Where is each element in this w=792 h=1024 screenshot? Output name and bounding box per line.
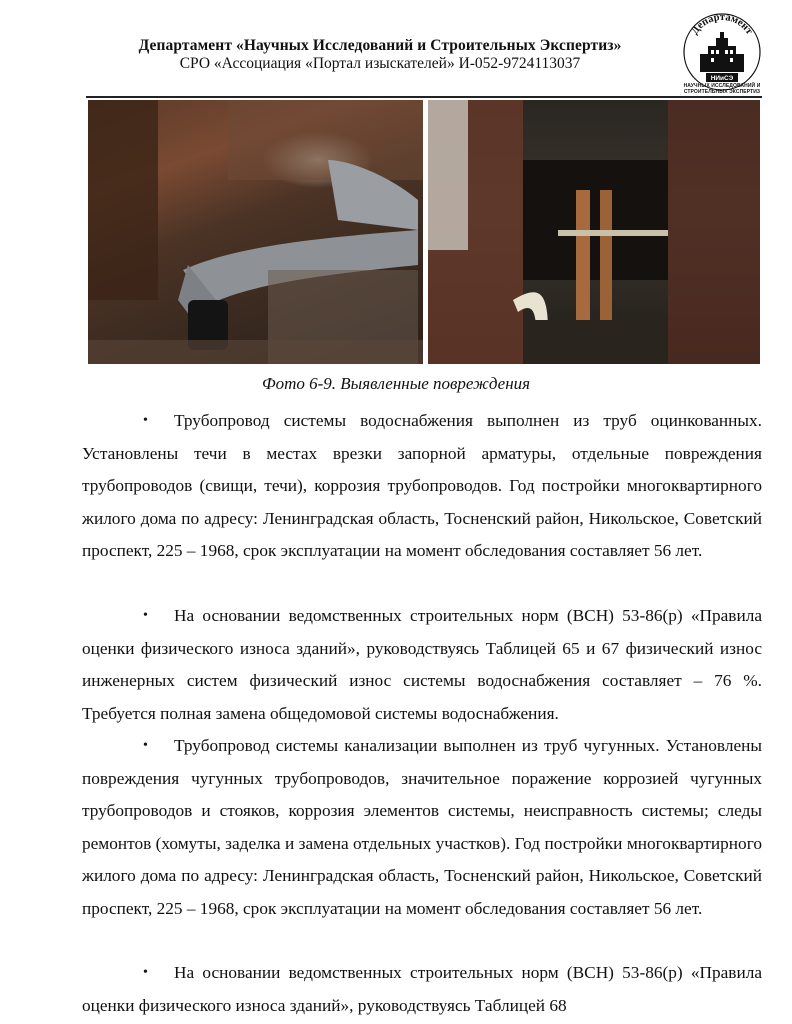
- department-logo: [680, 10, 764, 94]
- paragraph-sewer-wear: На основании ведомственных строительных норм (ВСН) 53-86(р) «Правила оценки физического износа зданий», руководствуясь Таблицей 68: [82, 963, 762, 1015]
- logo-caption: НАУЧНЫХ ИССЛЕДОВАНИЙ И СТРОИТЕЛЬНЫХ ЭКСПЕРТИЗ: [683, 83, 761, 95]
- bullet-marker: •: [143, 738, 148, 753]
- sro-registration: СРО «Ассоциация «Портал изыскателей» И-052-9724113037: [179, 55, 581, 72]
- bullet-marker: •: [143, 413, 148, 428]
- photo-basement-pipes-right: [428, 100, 760, 364]
- document-header: [0, 0, 792, 100]
- photo-basement-pipes-left: [88, 100, 423, 364]
- bullet-marker: •: [143, 608, 148, 623]
- paragraph-water-supply-pipeline: Трубопровод системы водоснабжения выполнен из труб оцинкованных. Установлены течи в местах врезки запорной арматуры, отдельные повреждения трубопроводов (свищи, течи), коррозия трубопроводов. Год постройки многоквартирного жилого дома по адресу: Ленинградская область, Тосненский район, Никольское, Советский проспект, 225 – 1968, срок эксплуатации на момент обследования составляет 56 лет.: [82, 411, 762, 560]
- figure-caption: Фото 6-9. Выявленные повреждения: [261, 374, 531, 393]
- header-divider: [86, 96, 762, 98]
- paragraph-sewer-pipeline: Трубопровод системы канализации выполнен из труб чугунных. Установлены повреждения чугунных трубопроводов, значительное поражение коррозией чугунных трубопроводов и стояков, коррозия элементов системы, неисправность системы; следы ремонтов (хомуты, заделка и замена отдельных участков). Год постройки многоквартирного жилого дома по адресу: Ленинградская область, Тосненский район, Никольское, Советский проспект, 225 – 1968, срок эксплуатации на момент обследования составляет 56 лет.: [82, 736, 762, 918]
- building-icon: [700, 32, 744, 72]
- bullet-marker: •: [143, 965, 148, 980]
- logo-arc-text: Департамент: [689, 11, 755, 37]
- logo-center-text: НИиСЭ: [710, 75, 734, 82]
- organization-name: Департамент «Научных Исследований и Строительных Экспертиз»: [138, 37, 622, 54]
- paragraph-water-supply-wear: На основании ведомственных строительных норм (ВСН) 53-86(р) «Правила оценки физического износа зданий», руководствуясь Таблицей 65 и 67 физический износ инженерных систем физический износ системы водоснабжения составляет – 76 %. Требуется полная замена общедомовой системы водоснабжения.: [82, 606, 762, 723]
